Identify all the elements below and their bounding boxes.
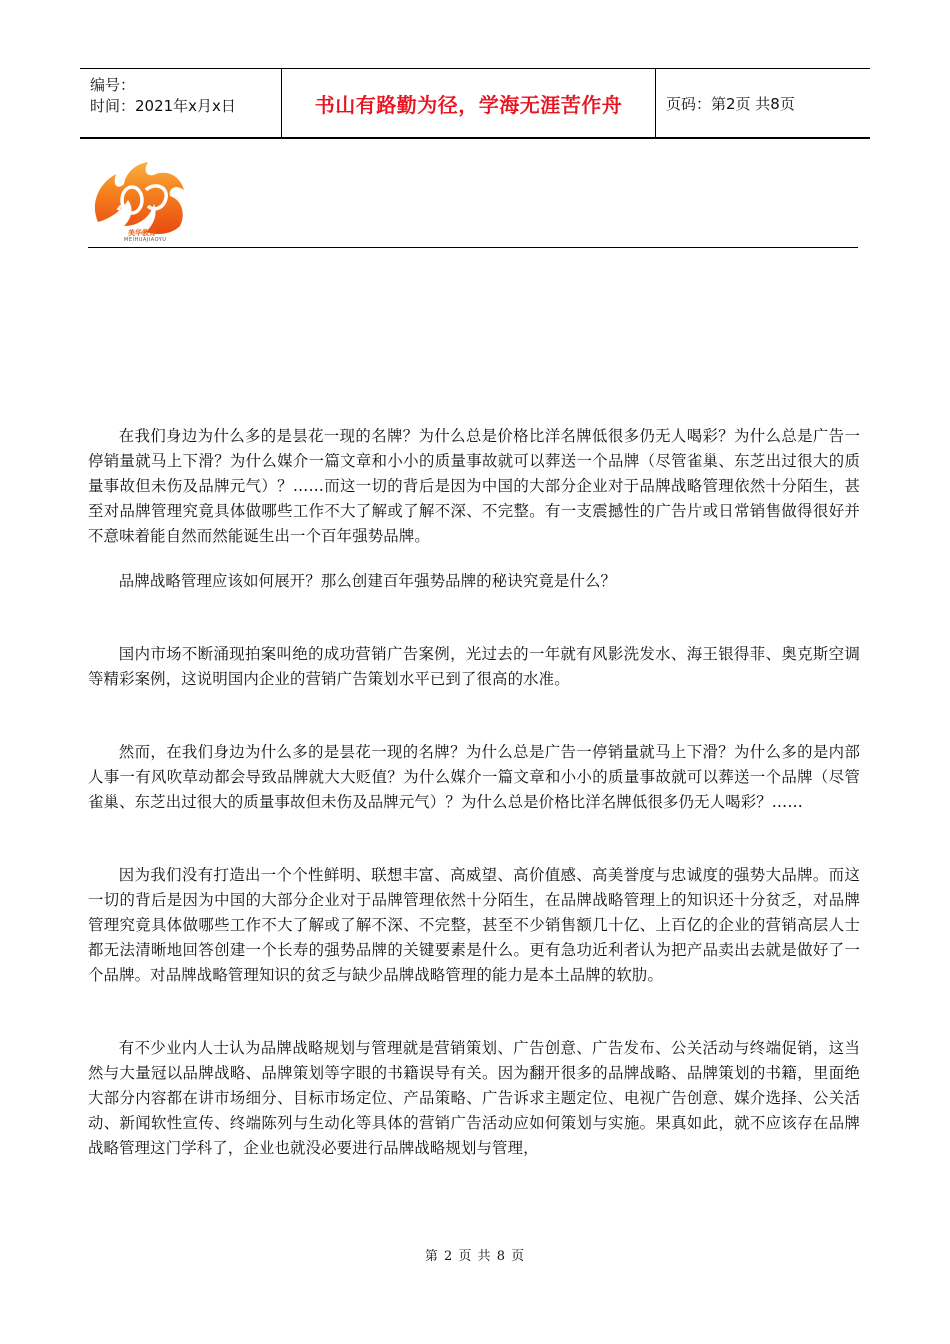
document-date-label: 时间：2021年x月x日 [90,97,236,115]
paragraph-6: 有不少业内人士认为品牌战略规划与管理就是营销策划、广告创意、广告发布、公关活动与终端促销，这当然与大量冠以品牌战略、品牌策划等字眼的书籍误导有关。因为翻开很多的品牌战略、品牌策划的书籍，里面绝大部分内容都在讲市场细分、目标市场定位、产品策略、广告诉求主题定位、电视广告创意、媒介选择、公关活动、新闻软性宣传、终端陈列与生动化等具体的营销广告活动应如何策划与实施。果真如此，就不应该存在品牌战略管理这门学科了，企业也就没必要进行品牌战略规划与管理， [88,1039,860,1157]
document-number-label: 编号： [90,76,136,94]
logo-subtitle: MEIHUAJIAOYU [124,237,167,243]
header-page-number: 页码：第2页 共8页 [666,94,795,113]
paragraph-3: 国内市场不断涌现拍案叫绝的成功营销广告案例，光过去的一年就有风影洗发水、海王银得菲、奥克斯空调等精彩案例，这说明国内企业的营销广告策划水平已到了很高的水准。 [88,645,860,688]
paragraph-4: 然而，在我们身边为什么多的是昙花一现的名牌？为什么总是广告一停销量就马上下滑？为什么多的是内部人事一有风吹草动都会导致品牌就大大贬值？为什么媒介一篇文章和小小的质量事故就可以葬送一个品牌（尽管雀巢、东芝出过很大的质量事故但未伤及品牌元气）？为什么总是价格比洋名牌低很多仍无人喝彩？…… [88,743,860,811]
document-header [80,68,870,139]
header-divider [88,247,858,248]
page-footer: 第 2 页 共 8 页 [424,1249,526,1264]
paragraph-2: 品牌战略管理应该如何展开？那么创建百年强势品牌的秘诀究竟是什么？ [118,572,617,590]
document-body [88,424,860,1161]
header-info-cell [80,69,282,137]
header-motto: 书山有路勤为径，学海无涯苦作舟 [282,69,656,137]
company-logo [88,160,198,246]
paragraph-1: 在我们身边为什么多的是昙花一现的名牌？为什么总是价格比洋名牌低很多仍无人喝彩？为什么总是广告一停销量就马上下滑？为什么媒介一篇文章和小小的质量事故就可以葬送一个品牌（尽管雀巢、东芝出过很大的质量事故但未伤及品牌元气）？……而这一切的背后是因为中国的大部分企业对于品牌战略管理依然十分陌生，甚至对品牌管理究竟具体做哪些工作不大了解或了解不深、不完整。有一支震撼性的广告片或日常销售做得很好并不意味着能自然而然能诞生出一个百年强势品牌。 [88,427,860,545]
paragraph-5: 因为我们没有打造出一个个性鲜明、联想丰富、高威望、高价值感、高美誉度与忠诚度的强势大品牌。而这一切的背后是因为中国的大部分企业对于品牌管理依然十分陌生，在品牌战略管理上的知识还十分贫乏，对品牌管理究竟具体做哪些工作不大了解或了解不深、不完整，甚至不少销售额几十亿、上百亿的企业的营销高层人士都无法清晰地回答创建一个长寿的强势品牌的关键要素是什么。更有急功近利者认为把产品卖出去就是做好了一个品牌。对品牌战略管理知识的贫乏与缺少品牌战略管理的能力是本土品牌的软肋。 [88,866,860,984]
logo-name: 美华教育 [128,229,156,237]
